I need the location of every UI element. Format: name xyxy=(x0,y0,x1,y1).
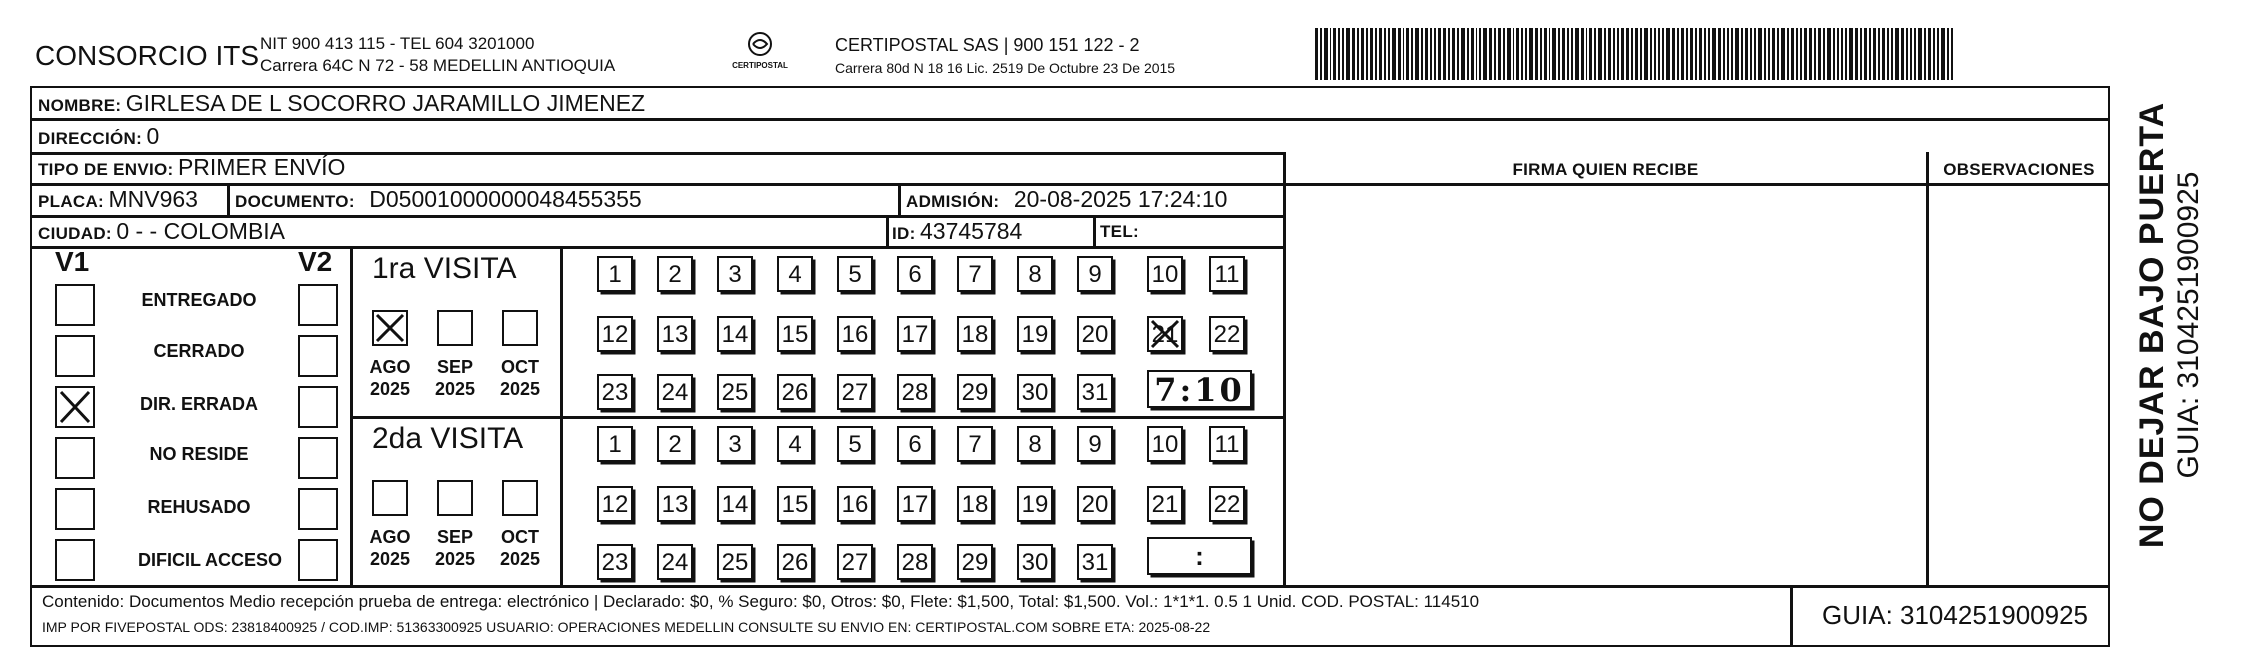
visit2-day-30[interactable]: 30 xyxy=(1017,544,1053,580)
visit1-day-26[interactable]: 26 xyxy=(777,374,813,410)
visit1-day-27[interactable]: 27 xyxy=(837,374,873,410)
footer-guia: GUIA: 3104251900925 xyxy=(1822,600,2088,630)
visit1-month-ago: AGO 2025 xyxy=(369,357,411,399)
visit1-day-25[interactable]: 25 xyxy=(717,374,753,410)
direccion-value: 0 xyxy=(146,123,160,149)
visit1-day-17[interactable]: 17 xyxy=(897,316,933,352)
visit2-day-26[interactable]: 26 xyxy=(777,544,813,580)
status-no-reside: NO RESIDE xyxy=(149,444,249,464)
visit1-day-9[interactable]: 9 xyxy=(1077,256,1113,292)
ciudad-value: 0 - - COLOMBIA xyxy=(116,218,286,244)
side-warning: NO DEJAR BAJO PUERTA xyxy=(2133,101,2171,549)
visit1-day-8[interactable]: 8 xyxy=(1017,256,1053,292)
visit2-day-13[interactable]: 13 xyxy=(657,486,693,522)
visit1-title: 1ra VISITA xyxy=(372,252,517,285)
visit2-title: 2da VISITA xyxy=(372,422,524,455)
visit2-month-sep: SEP 2025 xyxy=(434,527,476,569)
side-text xyxy=(2115,90,2225,560)
visit1-day-12[interactable]: 12 xyxy=(597,316,633,352)
visit1-day-13[interactable]: 13 xyxy=(657,316,693,352)
visit1-day-16[interactable]: 16 xyxy=(837,316,873,352)
v2-check-rehusado[interactable] xyxy=(298,488,338,530)
cross-mark-icon xyxy=(374,312,406,344)
visit2-day-18[interactable]: 18 xyxy=(957,486,993,522)
visit2-day-12[interactable]: 12 xyxy=(597,486,633,522)
visit2-day-20[interactable]: 20 xyxy=(1077,486,1113,522)
visit2-day-5[interactable]: 5 xyxy=(837,426,873,462)
visit1-day-24[interactable]: 24 xyxy=(657,374,693,410)
visit1-month-oct: OCT 2025 xyxy=(499,357,541,399)
visit2-time-value: : xyxy=(1195,541,1204,571)
visit2-check-oct[interactable] xyxy=(502,480,538,516)
tipo-envio-label: TIPO DE ENVIO: xyxy=(38,160,174,179)
nombre-value: GIRLESA DE L SOCORRO JARAMILLO JIMENEZ xyxy=(125,90,646,116)
v1-check-rehusado[interactable] xyxy=(55,488,95,530)
visit2-day-27[interactable]: 27 xyxy=(837,544,873,580)
footer-contenido: Contenido: Documentos Medio recepción prueba de entrega: electrónico | Declarado: $0, % Seguro: $0, Otros: $0, Flete: $1,500, Total: $1,500. Vol.: 1*1*1. 0.5 1 Unid. COD. POSTAL: 114510 xyxy=(42,592,1480,611)
status-entregado: ENTREGADO xyxy=(141,290,257,310)
side-guia: GUIA: 3104251900925 xyxy=(2172,171,2205,479)
v1-check-dir-errada[interactable] xyxy=(55,386,95,428)
v1-check-dificil-acceso[interactable] xyxy=(55,539,95,581)
visit1-day-6[interactable]: 6 xyxy=(897,256,933,292)
status-dir-errada: DIR. ERRADA xyxy=(139,394,258,414)
company-nit-tel: NIT 900 413 115 - TEL 604 3201000 xyxy=(260,34,535,53)
v2-check-entregado[interactable] xyxy=(298,284,338,326)
v1-check-entregado[interactable] xyxy=(55,284,95,326)
visit2-time-box[interactable] xyxy=(1147,537,1252,575)
visit1-day-18[interactable]: 18 xyxy=(957,316,993,352)
visit1-check-ago[interactable] xyxy=(372,310,408,346)
visit1-day-21[interactable]: 21 xyxy=(1147,316,1183,352)
visit1-day-28[interactable]: 28 xyxy=(897,374,933,410)
visit1-time-value: 7:10 xyxy=(1154,371,1245,409)
visit2-day-24[interactable]: 24 xyxy=(657,544,693,580)
placa-label: PLACA: xyxy=(38,192,105,211)
v2-label: V2 xyxy=(298,246,333,277)
visit1-day-10[interactable]: 10 xyxy=(1147,256,1183,292)
admision-label: ADMISIÓN: xyxy=(906,192,1000,211)
visit2-day-2[interactable]: 2 xyxy=(657,426,693,462)
visit1-day-5[interactable]: 5 xyxy=(837,256,873,292)
status-dificil-acceso: DIFICIL ACCESO xyxy=(137,550,282,570)
visit1-day-19[interactable]: 19 xyxy=(1017,316,1053,352)
visit2-day-25[interactable]: 25 xyxy=(717,544,753,580)
id-row xyxy=(892,218,1022,245)
visit2-day-14[interactable]: 14 xyxy=(717,486,753,522)
visit1-day-15[interactable]: 15 xyxy=(777,316,813,352)
visit2-day-19[interactable]: 19 xyxy=(1017,486,1053,522)
visit2-day-3[interactable]: 3 xyxy=(717,426,753,462)
visit1-day-3[interactable]: 3 xyxy=(717,256,753,292)
visit2-day-29[interactable]: 29 xyxy=(957,544,993,580)
v2-check-no-reside[interactable] xyxy=(298,437,338,479)
company-name: CONSORCIO ITS xyxy=(35,40,260,71)
visit1-day-29[interactable]: 29 xyxy=(957,374,993,410)
visit1-month-sep: SEP 2025 xyxy=(434,357,476,399)
ciudad-label: CIUDAD: xyxy=(38,224,112,243)
visit2-day-21[interactable]: 21 xyxy=(1147,486,1183,522)
certipostal-name: CERTIPOSTAL SAS | 900 151 122 - 2 xyxy=(835,35,1140,55)
v1-check-cerrado[interactable] xyxy=(55,335,95,377)
visit2-day-17[interactable]: 17 xyxy=(897,486,933,522)
visit2-month-oct: OCT 2025 xyxy=(499,527,541,569)
v1-check-no-reside[interactable] xyxy=(55,437,95,479)
visit2-day-31[interactable]: 31 xyxy=(1077,544,1113,580)
visit1-check-oct[interactable] xyxy=(502,310,538,346)
visit1-day-1[interactable]: 1 xyxy=(597,256,633,292)
visit2-day-1[interactable]: 1 xyxy=(597,426,633,462)
documento-label: DOCUMENTO: xyxy=(235,192,355,211)
v2-check-cerrado[interactable] xyxy=(298,335,338,377)
company-address: Carrera 64C N 72 - 58 MEDELLIN ANTIOQUIA xyxy=(260,56,616,75)
visit1-time-box[interactable] xyxy=(1147,370,1252,408)
v2-check-dir-errada[interactable] xyxy=(298,386,338,428)
admision-value: 20-08-2025 17:24:10 xyxy=(1013,186,1228,212)
visit2-check-sep[interactable] xyxy=(437,480,473,516)
visit1-day-31[interactable]: 31 xyxy=(1077,374,1113,410)
visit2-day-22[interactable]: 22 xyxy=(1209,486,1245,522)
id-label: ID: xyxy=(892,224,916,243)
visit2-day-11[interactable]: 11 xyxy=(1209,426,1245,462)
visit1-day-22[interactable]: 22 xyxy=(1209,316,1245,352)
visit2-day-23[interactable]: 23 xyxy=(597,544,633,580)
certipostal-logo-icon xyxy=(743,30,777,60)
visit1-day-11[interactable]: 11 xyxy=(1209,256,1245,292)
visit1-day-30[interactable]: 30 xyxy=(1017,374,1053,410)
placa-row xyxy=(38,186,198,213)
direccion-label: DIRECCIÓN: xyxy=(38,129,143,148)
barcode xyxy=(1315,28,1955,80)
status-cerrado: CERRADO xyxy=(153,341,245,361)
visit2-day-16[interactable]: 16 xyxy=(837,486,873,522)
visit2-day-28[interactable]: 28 xyxy=(897,544,933,580)
documento-row xyxy=(235,186,642,213)
observaciones-label: OBSERVACIONES xyxy=(1943,160,2095,179)
nombre-label: NOMBRE: xyxy=(38,96,122,115)
status-rehusado: REHUSADO xyxy=(147,497,251,517)
visit1-day-23[interactable]: 23 xyxy=(597,374,633,410)
nombre-row xyxy=(38,90,645,117)
certipostal-logo-text: CERTIPOSTAL xyxy=(732,61,788,70)
ciudad-row xyxy=(38,218,285,245)
visit2-day-10[interactable]: 10 xyxy=(1147,426,1183,462)
direccion-row xyxy=(38,123,159,150)
visit2-day-8[interactable]: 8 xyxy=(1017,426,1053,462)
admision-row xyxy=(906,186,1227,213)
visit1-day-14[interactable]: 14 xyxy=(717,316,753,352)
documento-value: D05001000000048455355 xyxy=(369,186,642,212)
visit2-day-7[interactable]: 7 xyxy=(957,426,993,462)
visit2-day-15[interactable]: 15 xyxy=(777,486,813,522)
visit1-day-7[interactable]: 7 xyxy=(957,256,993,292)
firma-label: FIRMA QUIEN RECIBE xyxy=(1512,160,1699,179)
footer-imp: IMP POR FIVEPOSTAL ODS: 23818400925 / COD.IMP: 51363300925 USUARIO: OPERACIONES MEDELLIN CONSULTE SU ENVIO EN: CERTIPOSTAL.COM SOBRE ETA: 2025-08-22 xyxy=(42,619,1211,635)
tipo-envio-row xyxy=(38,154,345,181)
certipostal-logo xyxy=(730,30,790,80)
v2-check-dificil-acceso[interactable] xyxy=(298,539,338,581)
visit1-day-2[interactable]: 2 xyxy=(657,256,693,292)
tipo-envio-value: PRIMER ENVÍO xyxy=(177,154,346,180)
visit2-day-6[interactable]: 6 xyxy=(897,426,933,462)
visit2-month-ago: AGO 2025 xyxy=(369,527,411,569)
visit2-day-9[interactable]: 9 xyxy=(1077,426,1113,462)
cross-mark-icon xyxy=(57,388,93,426)
placa-value: MNV963 xyxy=(108,186,198,212)
visit2-day-4[interactable]: 4 xyxy=(777,426,813,462)
visit1-check-sep[interactable] xyxy=(437,310,473,346)
id-value: 43745784 xyxy=(920,218,1023,244)
certipostal-address: Carrera 80d N 18 16 Lic. 2519 De Octubre 23 De 2015 xyxy=(835,60,1176,76)
visit1-day-20[interactable]: 20 xyxy=(1077,316,1113,352)
v1-label: V1 xyxy=(55,246,90,277)
visit1-day-4[interactable]: 4 xyxy=(777,256,813,292)
tel-label: TEL: xyxy=(1100,222,1139,241)
visit2-check-ago[interactable] xyxy=(372,480,408,516)
